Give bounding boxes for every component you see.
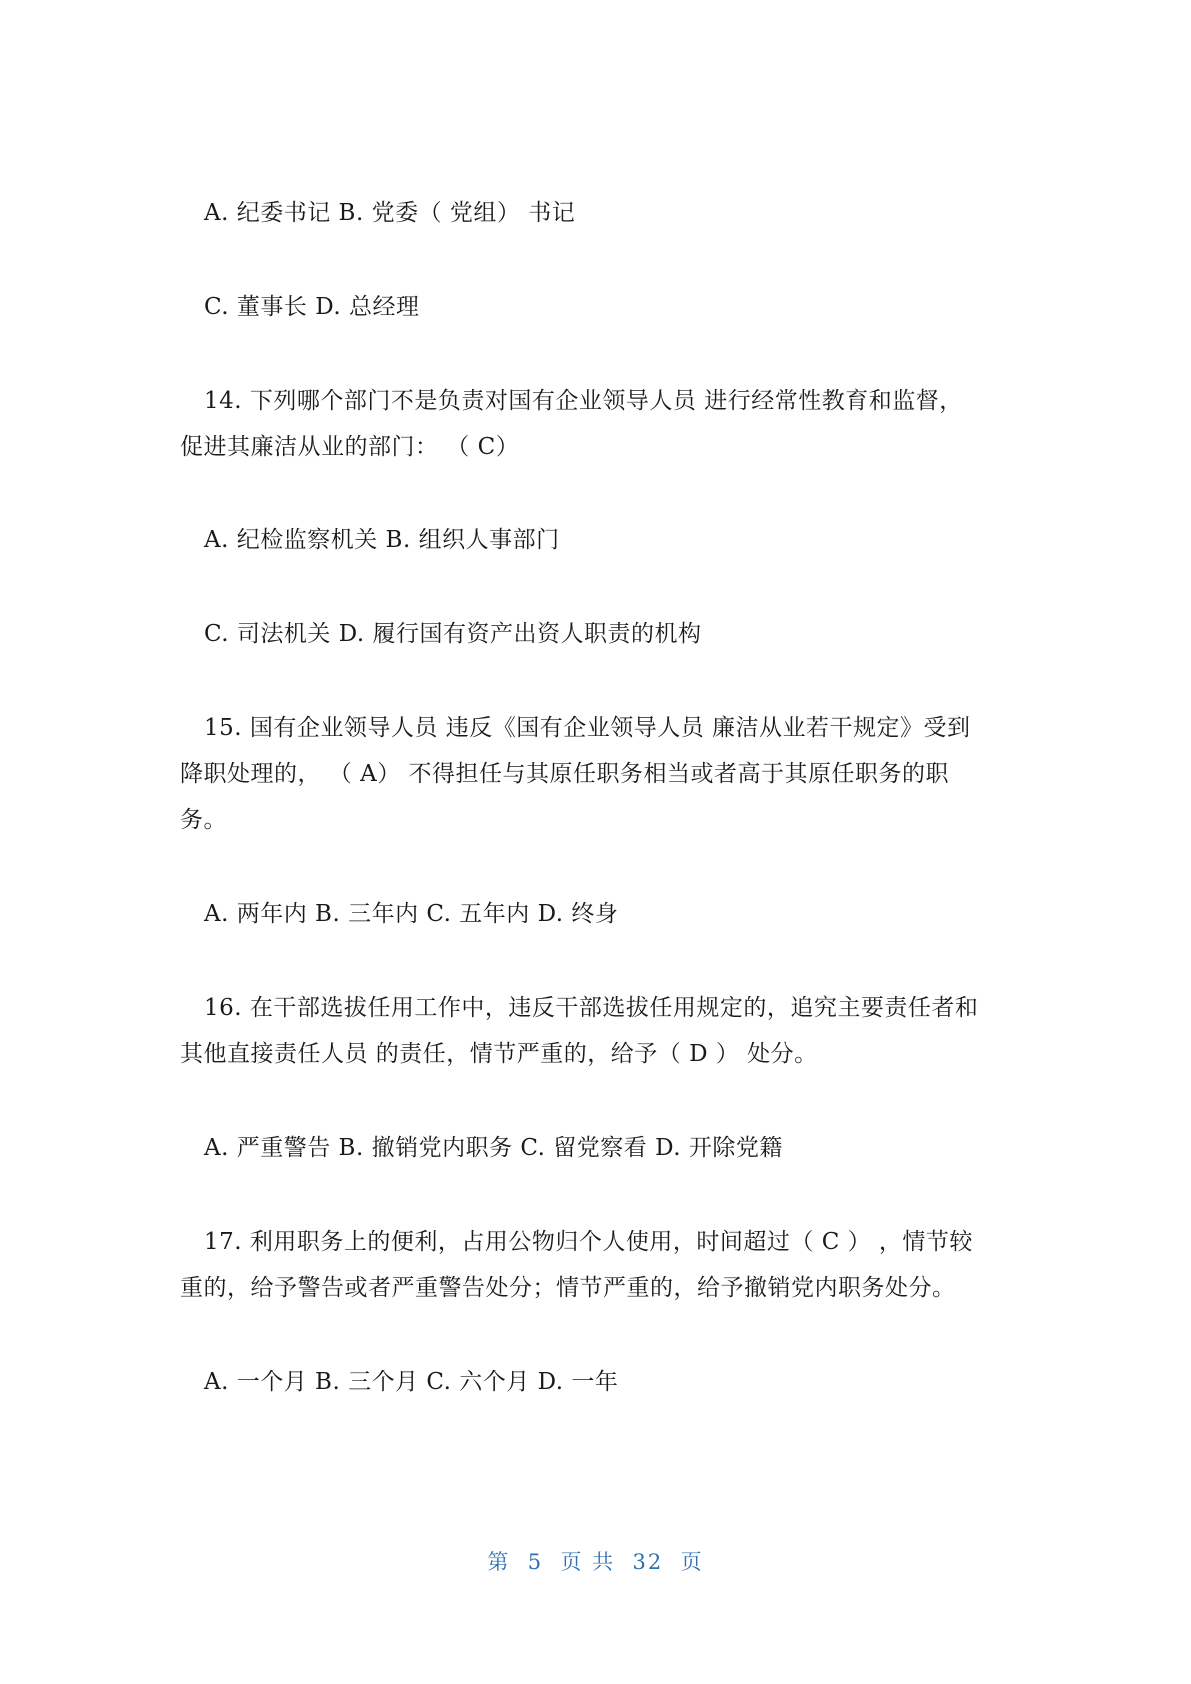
q15-question-line-1: 15. 国有企业领导人员 违反《国有企业领导人员 廉洁从业若干规定》受到 — [204, 715, 971, 741]
q14-options-cd: C. 司法机关 D. 履行国有资产出资人职责的机构 — [204, 621, 702, 647]
q13-options-ab: A. 纪委书记 B. 党委（ 党组） 书记 — [204, 200, 576, 226]
q16-options: A. 严重警告 B. 撤销党内职务 C. 留党察看 D. 开除党籍 — [204, 1135, 783, 1161]
q15-question-line-2: 降职处理的， （ A） 不得担任与其原任职务相当或者高于其原任职务的职 — [180, 761, 950, 787]
q15-question-line-3: 务。 — [180, 807, 227, 833]
q17-options: A. 一个月 B. 三个月 C. 六个月 D. 一年 — [204, 1369, 619, 1395]
q17-question-line-2: 重的，给予警告或者严重警告处分；情节严重的，给予撤销党内职务处分。 — [180, 1275, 956, 1301]
q14-options-ab: A. 纪检监察机关 B. 组织人事部门 — [204, 527, 560, 553]
q14-question-line-2: 促进其廉洁从业的部门： （ C） — [180, 434, 520, 460]
q17-question-line-1: 17. 利用职务上的便利，占用公物归个人使用，时间超过（ C ） ，情节较 — [204, 1229, 973, 1255]
q13-options-cd: C. 董事长 D. 总经理 — [204, 294, 420, 320]
q14-question-line-1: 14. 下列哪个部门不是负责对国有企业领导人员 进行经常性教育和监督， — [204, 388, 963, 414]
q16-question-line-1: 16. 在干部选拔任用工作中，违反干部选拔任用规定的，追究主要责任者和 — [204, 995, 979, 1021]
page-number-footer: 第 5 页 共 32 页 — [487, 1550, 704, 1574]
q15-options: A. 两年内 B. 三年内 C. 五年内 D. 终身 — [204, 901, 619, 927]
q16-question-line-2: 其他直接责任人员 的责任，情节严重的，给予（ D ） 处分。 — [180, 1041, 818, 1067]
